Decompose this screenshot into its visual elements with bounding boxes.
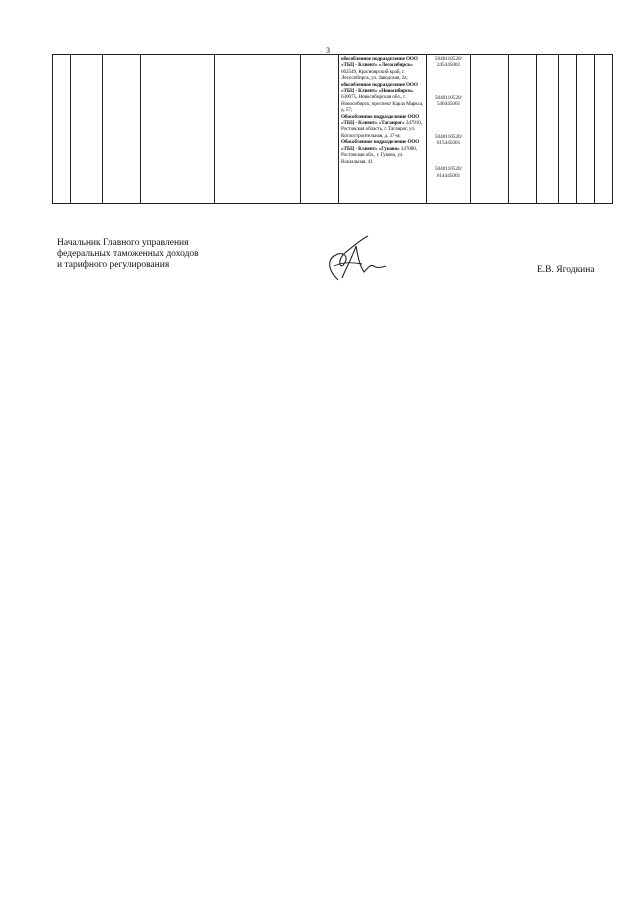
code-entry: 5040110520/ 245445001 [434, 56, 463, 69]
address-rest: 630075, Новосибирская обл., г. Новосибирск, проспект Карла Маркса, д. 57; [341, 94, 424, 114]
signatory-title-line: Начальник Главного управления [57, 238, 189, 248]
address-lead: Обособленное подразделение ООО «ТБЦ - Клиент» «Гуково» [341, 139, 420, 152]
address-entry [341, 114, 424, 140]
table-cell [301, 55, 339, 204]
address-entry [341, 139, 424, 165]
code-entry: 5040110520/ 540445001 [434, 94, 463, 108]
table-cell [595, 55, 613, 204]
address-rest: 347880, Ростовская обл., г. Гуково, ул. Вокзальная, 41 [341, 145, 417, 165]
table-cell [509, 55, 537, 204]
page-number: 3 [326, 46, 330, 55]
table-cell [537, 55, 559, 204]
address-lead: Обособленное подразделение ООО «ТБЦ - Клиент» «Таганрог» [341, 113, 420, 127]
signatory-title-line: и тарифного регулирования [57, 260, 170, 270]
table-cell [103, 55, 141, 204]
code-cell [427, 55, 471, 204]
signatory-title [57, 238, 199, 271]
address-rest: 662549, Красноярский край, г. Лесосибирск, ул. Заводская, 2а; [341, 68, 408, 82]
address-rest: 347910, Ростовская область, г. Таганрог, ул. Котлостроительная, д. 37-м; [341, 120, 422, 139]
table-cell [471, 55, 509, 204]
handwritten-signature [316, 232, 388, 284]
table-cell [215, 55, 301, 204]
table-cell [577, 55, 595, 204]
code-entry: 5040110520/ 614445001 [434, 166, 463, 179]
code-entry: 5040110520/ 615445001 [434, 133, 463, 147]
table-row [53, 55, 613, 204]
table-cell [141, 55, 215, 204]
address-entry [341, 82, 424, 114]
address-lead: обособленное подразделение ООО «ТБЦ - Клиент» «Новосибирск» [341, 81, 418, 95]
signatory-name: Е.В. Ягодкина [537, 265, 595, 275]
signatory-title-line: федеральных таможенных доходов [57, 249, 199, 259]
address-entry [341, 56, 424, 82]
table-cell [53, 55, 71, 204]
table-cell [559, 55, 577, 204]
table-cell [71, 55, 103, 204]
registry-table [52, 54, 613, 204]
address-cell [339, 55, 427, 204]
address-lead: обособленное подразделение ООО «ТБЦ - Клиент» «Лесосибирск» [341, 56, 418, 69]
